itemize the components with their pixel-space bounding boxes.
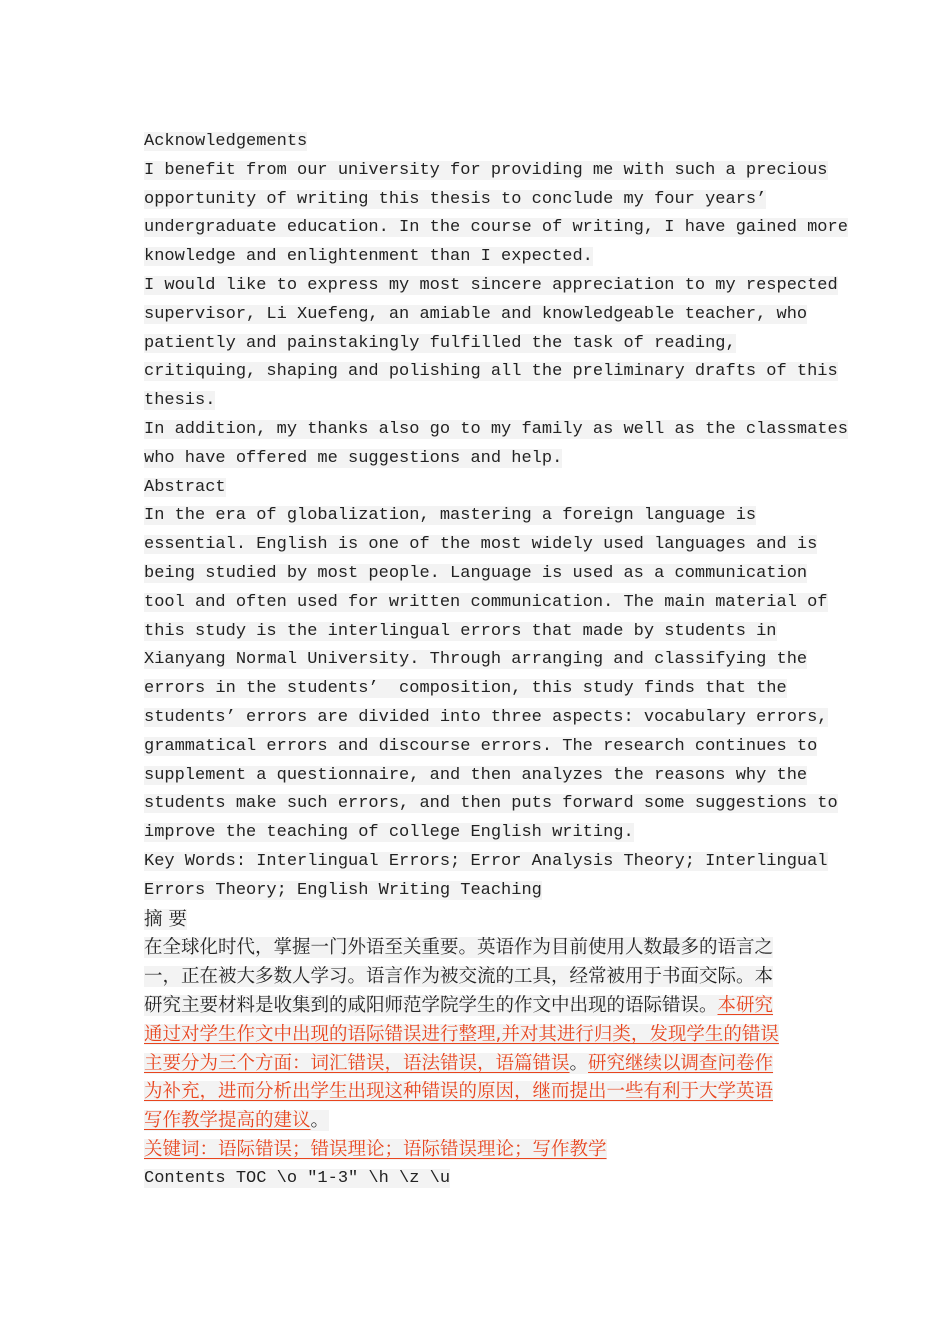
keywords-line: Errors Theory; English Writing Teaching [144, 880, 542, 900]
cn-abstract-heading: 摘 要 [144, 908, 187, 930]
abstract-heading: Abstract [144, 477, 226, 497]
abstract-line: students’ errors are divided into three aspects: vocabulary errors, [144, 707, 828, 727]
ack-line: patiently and painstakingly fulfilled the task of reading, [144, 333, 736, 353]
revision-insert: 为补充，进而分析出学生出现这种错误的原因，继而提出一些有利于大学英语 [144, 1081, 774, 1103]
ack-line: who have offered me suggestions and help. [144, 448, 563, 468]
abstract-line: being studied by most people. Language is used as a communication [144, 563, 808, 583]
ack-line: thesis. [144, 391, 216, 411]
revision-insert: 写作教学提高的建议 [144, 1110, 311, 1132]
abstract-line: grammatical errors and discourse errors. The research continues to [144, 736, 818, 756]
abstract-line: supplement a questionnaire, and then analyzes the reasons why the [144, 765, 808, 785]
contents-toc-field: Contents TOC \o "1-3" \h \z \u [144, 1168, 451, 1188]
cn-abstract-line: 写作教学提高的建议。 [144, 1110, 330, 1132]
ack-line: I benefit from our university for providing me with such a precious [144, 160, 828, 180]
ack-line: I would like to express my most sincere appreciation to my respected [144, 275, 838, 295]
ack-line: critiquing, shaping and polishing all the preliminary drafts of this [144, 362, 838, 382]
ack-line: knowledge and enlightenment than I expected. [144, 247, 593, 267]
abstract-line: In the era of globalization, mastering a foreign language is [144, 506, 757, 526]
cn-keywords-line [144, 1136, 824, 1165]
abstract-line: tool and often used for written communication. The main material of [144, 592, 828, 612]
keywords-line: Key Words: Interlingual Errors; Error Analysis Theory; Interlingual [144, 851, 828, 871]
revision-insert: 通过对学生作文中出现的语际错误进行整理,并对其进行归类，发现学生的错误 [144, 1023, 779, 1045]
revision-insert: 本研究 [717, 994, 774, 1016]
ack-line: In addition, my thanks also go to my family as well as the classmates [144, 419, 848, 439]
abstract-line: Xianyang Normal University. Through arranging and classifying the [144, 650, 808, 670]
cn-abstract-line: 一，正在被大多数人学习。语言作为被交流的工具，经常被用于书面交际。本 [144, 966, 774, 988]
abstract-line: students make such errors, and then puts forward some suggestions to [144, 794, 838, 814]
abstract-line: errors in the students’ composition, this study finds that the [144, 679, 787, 699]
cn-abstract-line [144, 1078, 824, 1107]
document-page [144, 128, 848, 1193]
cn-abstract-line: 研究主要材料是收集到的咸阳师范学院学生的作文中出现的语际错误。本研究 [144, 994, 774, 1016]
abstract-line: this study is the interlingual errors that made by students in [144, 621, 777, 641]
revision-insert: 关键词：语际错误；错误理论；语际错误理论；写作教学 [144, 1138, 607, 1160]
abstract-line: essential. English is one of the most widely used languages and is [144, 535, 818, 555]
ack-heading: Acknowledgements [144, 132, 308, 151]
ack-line: undergraduate education. In the course of writing, I have gained more [144, 218, 848, 238]
ack-line: supervisor, Li Xuefeng, an amiable and knowledgeable teacher, who [144, 304, 808, 324]
cn-abstract-line: 在全球化时代，掌握一门外语至关重要。英语作为目前使用人数最多的语言之 [144, 937, 774, 959]
revision-insert: 研究继续以调查问卷作 [588, 1052, 774, 1074]
revision-insert: 主要分为三个方面：词汇错误，语法错误，语篇错误 [144, 1052, 570, 1074]
ack-line: opportunity of writing this thesis to conclude my four years’ [144, 189, 767, 209]
abstract-line: improve the teaching of college English writing. [144, 823, 634, 843]
cn-abstract-line: 主要分为三个方面：词汇错误，语法错误，语篇错误。研究继续以调查问卷作 [144, 1052, 774, 1074]
cn-abstract-line [144, 1021, 824, 1050]
